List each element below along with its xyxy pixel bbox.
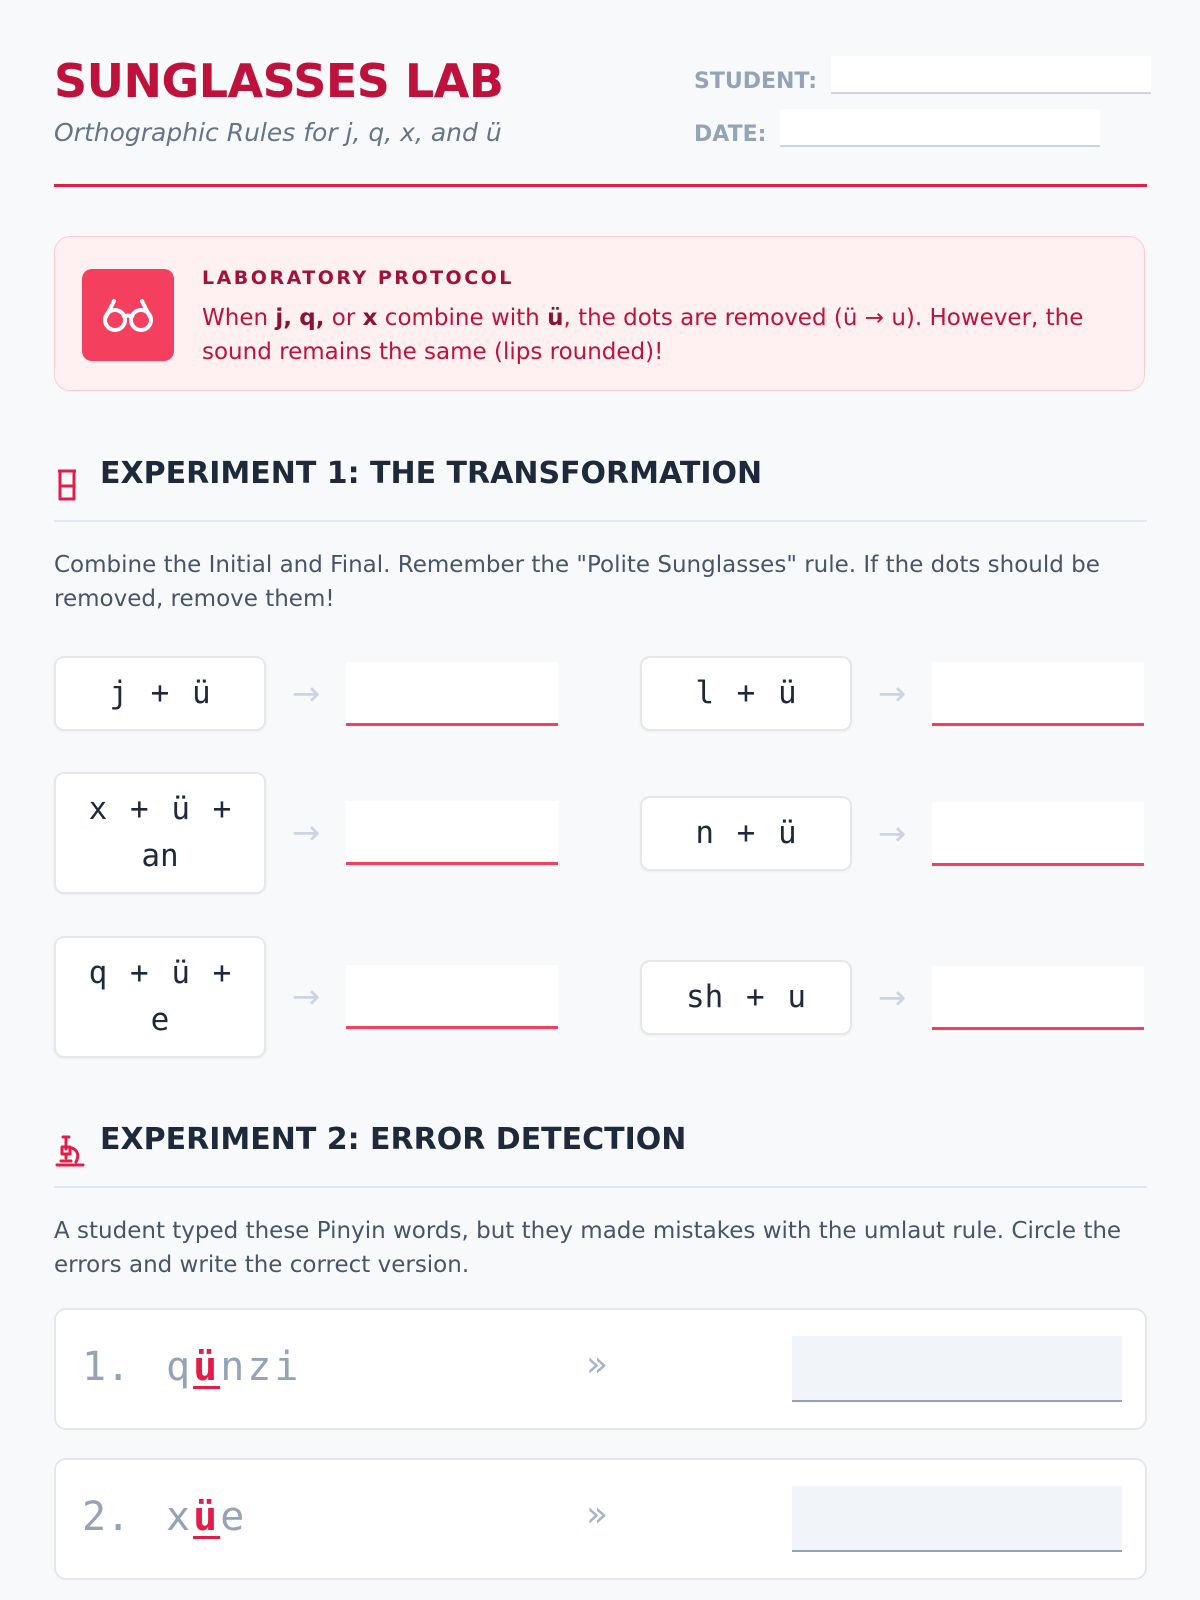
combo-item	[640, 656, 1144, 731]
experiment-2-header	[54, 1122, 1147, 1188]
beaker-icon	[54, 468, 80, 506]
combo-card: q + ü + e	[54, 936, 266, 1058]
page-title: SUNGLASSES LAB	[54, 54, 504, 108]
experiment-2-instructions: A student typed these Pinyin words, but they made mistakes with the umlaut rule. Circle the errors and write the correct version.	[54, 1218, 1122, 1278]
combo-card: x + ü + an	[54, 772, 266, 894]
combo-item	[54, 772, 558, 894]
date-row	[694, 109, 1100, 147]
answer-input[interactable]	[346, 662, 558, 726]
error-word: qünzi	[166, 1344, 302, 1390]
answer-input[interactable]	[932, 662, 1144, 726]
arrow-right-icon: →	[877, 977, 907, 1018]
arrow-right-icon: →	[291, 977, 321, 1017]
protocol-heading: LABORATORY PROTOCOL	[202, 267, 514, 289]
answer-input[interactable]	[346, 965, 558, 1029]
experiment-1-header	[54, 456, 1147, 522]
student-name-field[interactable]	[831, 56, 1151, 94]
error-item	[54, 1308, 1147, 1430]
page-subtitle: Orthographic Rules for j, q, x, and ü	[54, 118, 502, 147]
protocol-text: When j, q, or x combine with ü, the dots are removed (ü → u). However, the sound remains the same (lips rounded)!	[202, 305, 1084, 365]
student-label: STUDENT:	[694, 69, 818, 94]
date-field[interactable]	[780, 109, 1100, 147]
experiment-1-instructions: Combine the Initial and Final. Remember the "Polite Sunglasses" rule. If the dots should be removed, remove them!	[54, 552, 1100, 612]
arrow-right-icon: →	[291, 813, 321, 853]
arrow-right-icon: →	[877, 813, 907, 854]
microscope-icon	[54, 1134, 86, 1172]
combo-item	[54, 656, 558, 731]
student-row	[694, 56, 1151, 94]
error-item	[54, 1458, 1147, 1580]
combo-card: sh + u	[640, 960, 852, 1035]
combo-item	[640, 796, 1144, 871]
error-number: 2.	[82, 1494, 131, 1540]
error-highlight: ü	[193, 1494, 221, 1540]
error-number: 1.	[82, 1344, 131, 1390]
arrow-right-icon: →	[877, 673, 907, 714]
combo-item	[54, 936, 558, 1058]
error-word: xüe	[166, 1494, 248, 1540]
arrow-right-icon: →	[291, 673, 321, 714]
error-highlight: ü	[193, 1344, 221, 1390]
chevron-right-icon: »	[586, 1494, 609, 1535]
protocol-callout	[54, 236, 1145, 391]
correction-input[interactable]	[792, 1336, 1122, 1402]
combo-card: j + ü	[54, 656, 266, 731]
combo-card: l + ü	[640, 656, 852, 731]
header	[54, 0, 1147, 187]
correction-input[interactable]	[792, 1486, 1122, 1552]
answer-input[interactable]	[932, 966, 1144, 1030]
combo-card: n + ü	[640, 796, 852, 871]
experiment-1-title: EXPERIMENT 1: THE TRANSFORMATION	[100, 456, 763, 491]
worksheet-page	[54, 0, 1147, 1540]
date-label: DATE:	[694, 122, 767, 147]
answer-input[interactable]	[346, 801, 558, 865]
chevron-right-icon: »	[586, 1344, 609, 1385]
combo-item	[640, 960, 1144, 1035]
experiment-2-title: EXPERIMENT 2: ERROR DETECTION	[100, 1122, 687, 1157]
glasses-icon	[82, 269, 174, 361]
answer-input[interactable]	[932, 802, 1144, 866]
